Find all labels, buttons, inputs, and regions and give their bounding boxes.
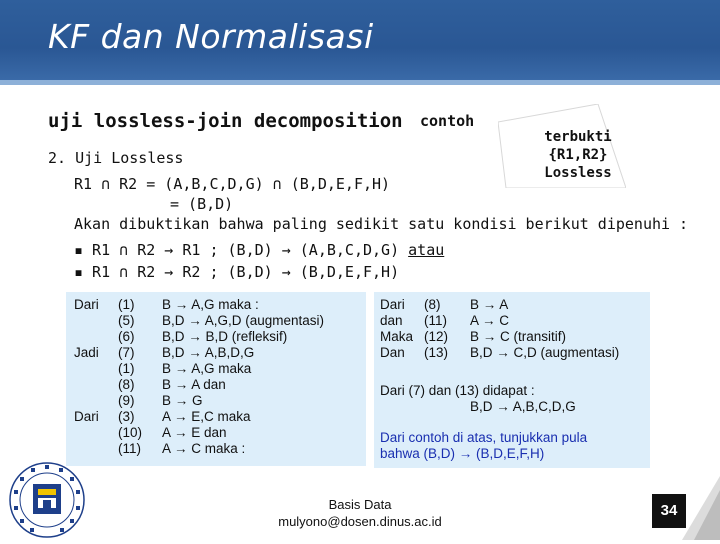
right-row-label: Dan bbox=[380, 345, 405, 360]
transitive-box bbox=[374, 292, 650, 468]
left-row-fd: A → C maka : bbox=[162, 441, 246, 456]
callout-line-2: {R1,R2} bbox=[548, 147, 608, 163]
task-line-1: Dari contoh di atas, tunjukkan pula bbox=[380, 430, 588, 445]
intersection-line: R1 ∩ R2 = (A,B,C,D,G) ∩ (B,D,E,F,H) bbox=[74, 175, 391, 193]
callout-line-1: terbukti bbox=[544, 129, 612, 145]
right-row-number: (11) bbox=[424, 313, 448, 328]
left-row-number: (7) bbox=[118, 345, 135, 360]
right-row-label: Dari bbox=[380, 297, 405, 312]
left-row-fd: B → A dan bbox=[162, 377, 226, 392]
right-row-number: (8) bbox=[424, 297, 441, 312]
left-row-number: (10) bbox=[118, 425, 143, 440]
right-row-label: dan bbox=[380, 313, 403, 328]
left-row-fd: B,D → A,G,D (augmentasi) bbox=[162, 313, 325, 328]
left-row-label: Jadi bbox=[74, 345, 99, 360]
title-bar-divider bbox=[0, 80, 720, 85]
left-row-fd: A → E dan bbox=[162, 425, 227, 440]
derivation-box bbox=[66, 292, 366, 466]
footer-course: Basis Data bbox=[328, 497, 392, 512]
slide-title: KF dan Normalisasi bbox=[48, 17, 374, 56]
terbukti-callout bbox=[498, 104, 626, 188]
task-line-2: bahwa (B,D) → (B,D,E,F,H) bbox=[380, 446, 545, 461]
left-row-fd: B → A,G maka : bbox=[162, 297, 259, 312]
left-row-number: (1) bbox=[118, 297, 135, 312]
right-row-label: Maka bbox=[380, 329, 414, 344]
corner-stripe-icon bbox=[672, 466, 720, 540]
left-row-number: (1) bbox=[118, 361, 135, 376]
condition-1-atau: atau bbox=[408, 241, 445, 259]
right-row-fd: B,D → C,D (augmentasi) bbox=[470, 345, 620, 360]
callout-text bbox=[528, 128, 628, 182]
condition-2: ▪ R1 ∩ R2 → R2 ; (B,D) → (B,D,E,F,H) bbox=[74, 263, 400, 281]
uji-lossless-heading: 2. Uji Lossless bbox=[48, 149, 184, 167]
right-row-number: (13) bbox=[424, 345, 449, 360]
left-row-number: (6) bbox=[118, 329, 135, 344]
left-row-number: (5) bbox=[118, 313, 135, 328]
left-row-fd: B,D → A,B,D,G bbox=[162, 345, 255, 360]
conclusion-line-1: Dari (7) dan (13) didapat : bbox=[380, 383, 535, 398]
left-row-number: (9) bbox=[118, 393, 135, 408]
left-row-number: (3) bbox=[118, 409, 135, 424]
left-row-fd: B → G bbox=[162, 393, 203, 408]
right-row-fd: A → C bbox=[470, 313, 510, 328]
left-row-fd: B,D → B,D (refleksif) bbox=[162, 329, 288, 344]
condition-1-text: ▪ R1 ∩ R2 → R1 ; (B,D) → (A,B,C,D,G) bbox=[74, 241, 409, 259]
footer-email: mulyono@dosen.dinus.ac.id bbox=[278, 514, 442, 529]
udinus-logo bbox=[4, 460, 90, 540]
intersection-result: = (B,D) bbox=[170, 195, 234, 213]
right-row-fd: B → A bbox=[470, 297, 509, 312]
page-number: 34 bbox=[652, 494, 686, 528]
slide-subtitle: uji lossless-join decomposition bbox=[48, 110, 403, 132]
statement-line: Akan dibuktikan bahwa paling sedikit satu kondisi berikut dipenuhi : bbox=[74, 215, 689, 233]
left-row-label: Dari bbox=[74, 409, 99, 424]
callout-line-3: Lossless bbox=[544, 165, 612, 181]
condition-1 bbox=[74, 240, 444, 260]
left-row-fd: B → A,G maka bbox=[162, 361, 252, 376]
udinus-seal-icon bbox=[4, 460, 90, 540]
corner-decoration bbox=[672, 466, 720, 540]
left-row-fd: A → E,C maka bbox=[162, 409, 251, 424]
left-row-label: Dari bbox=[74, 297, 99, 312]
left-row-number: (8) bbox=[118, 377, 135, 392]
contoh-label: contoh bbox=[420, 112, 475, 130]
footer bbox=[250, 496, 470, 530]
right-row-number: (12) bbox=[424, 329, 449, 344]
conclusion-line-2: B,D → A,B,C,D,G bbox=[470, 399, 576, 414]
right-row-fd: B → C (transitif) bbox=[470, 329, 567, 344]
left-row-number: (11) bbox=[118, 441, 142, 456]
